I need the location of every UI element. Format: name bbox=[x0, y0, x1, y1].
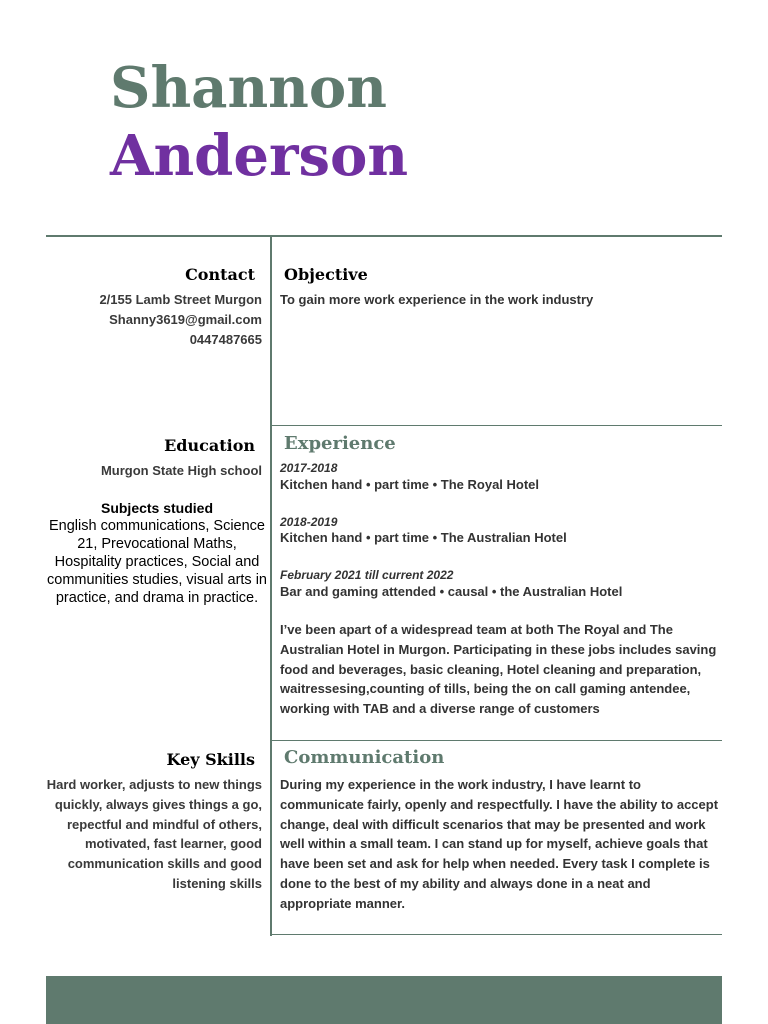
education-school: Murgon State High school bbox=[100, 463, 262, 478]
job-date: 2017-2018 bbox=[280, 461, 338, 475]
job-title: Kitchen hand • part time • The Australian Hotel bbox=[280, 530, 567, 545]
bottom-divider bbox=[272, 934, 722, 935]
contact-phone: 0447487665 bbox=[189, 332, 262, 347]
key-skills-heading: Key Skills bbox=[166, 750, 255, 769]
last-name: Anderson bbox=[110, 123, 409, 189]
footer-bar bbox=[46, 976, 722, 1024]
first-name: Shannon bbox=[110, 55, 387, 121]
job-date: February 2021 till current 2022 bbox=[280, 568, 454, 582]
communication-heading: Communication bbox=[284, 747, 445, 768]
objective-text: To gain more work experience in the work industry bbox=[280, 292, 594, 307]
objective-heading: Objective bbox=[284, 265, 368, 284]
communication-text: During my experience in the work industry, I have learnt to communicate fairly, openly and respectfully. I have the ability to accept change, deal with difficult scenarios that may be presented and work well within a small team. I can stand up for myself, achieve goals that have been set and ask for help when needed. Every task I complete is done to the best of my ability and always done in a neat and appropriate manner. bbox=[280, 777, 719, 911]
subjects-list: English communications, Science 21, Prevocational Maths, Hospitality practices, Social and communities studies, visual arts in practice, and drama in practice. bbox=[47, 518, 267, 606]
experience-divider bbox=[272, 425, 722, 426]
communication-divider bbox=[272, 740, 722, 741]
contact-heading: Contact bbox=[185, 265, 255, 284]
key-skills-text: Hard worker, adjusts to new things quickly, always gives things a go, repectful and mindful of others, motivated, fast learner, good communication skills and good listening skills bbox=[46, 777, 262, 891]
education-heading: Education bbox=[164, 436, 255, 455]
experience-heading: Experience bbox=[284, 433, 396, 454]
contact-email: Shanny3619@gmail.com bbox=[109, 312, 262, 327]
header-divider bbox=[46, 235, 722, 237]
job-title: Bar and gaming attended • causal • the Australian Hotel bbox=[280, 584, 623, 599]
subjects-heading: Subjects studied bbox=[100, 500, 214, 516]
experience-description: I’ve been apart of a widespread team at both The Royal and The Australian Hotel in Murgon. Participating in these jobs includes saving food and beverages, basic cleaning, Hotel cleaning and preparation, waitressesing,counting of tills, being the on call gaming antendee, working with TAB and a diverse range of customers bbox=[280, 622, 717, 717]
job-title: Kitchen hand • part time • The Royal Hotel bbox=[280, 477, 540, 492]
job-date: 2018-2019 bbox=[280, 515, 338, 529]
contact-address: 2/155 Lamb Street Murgon bbox=[99, 292, 262, 307]
